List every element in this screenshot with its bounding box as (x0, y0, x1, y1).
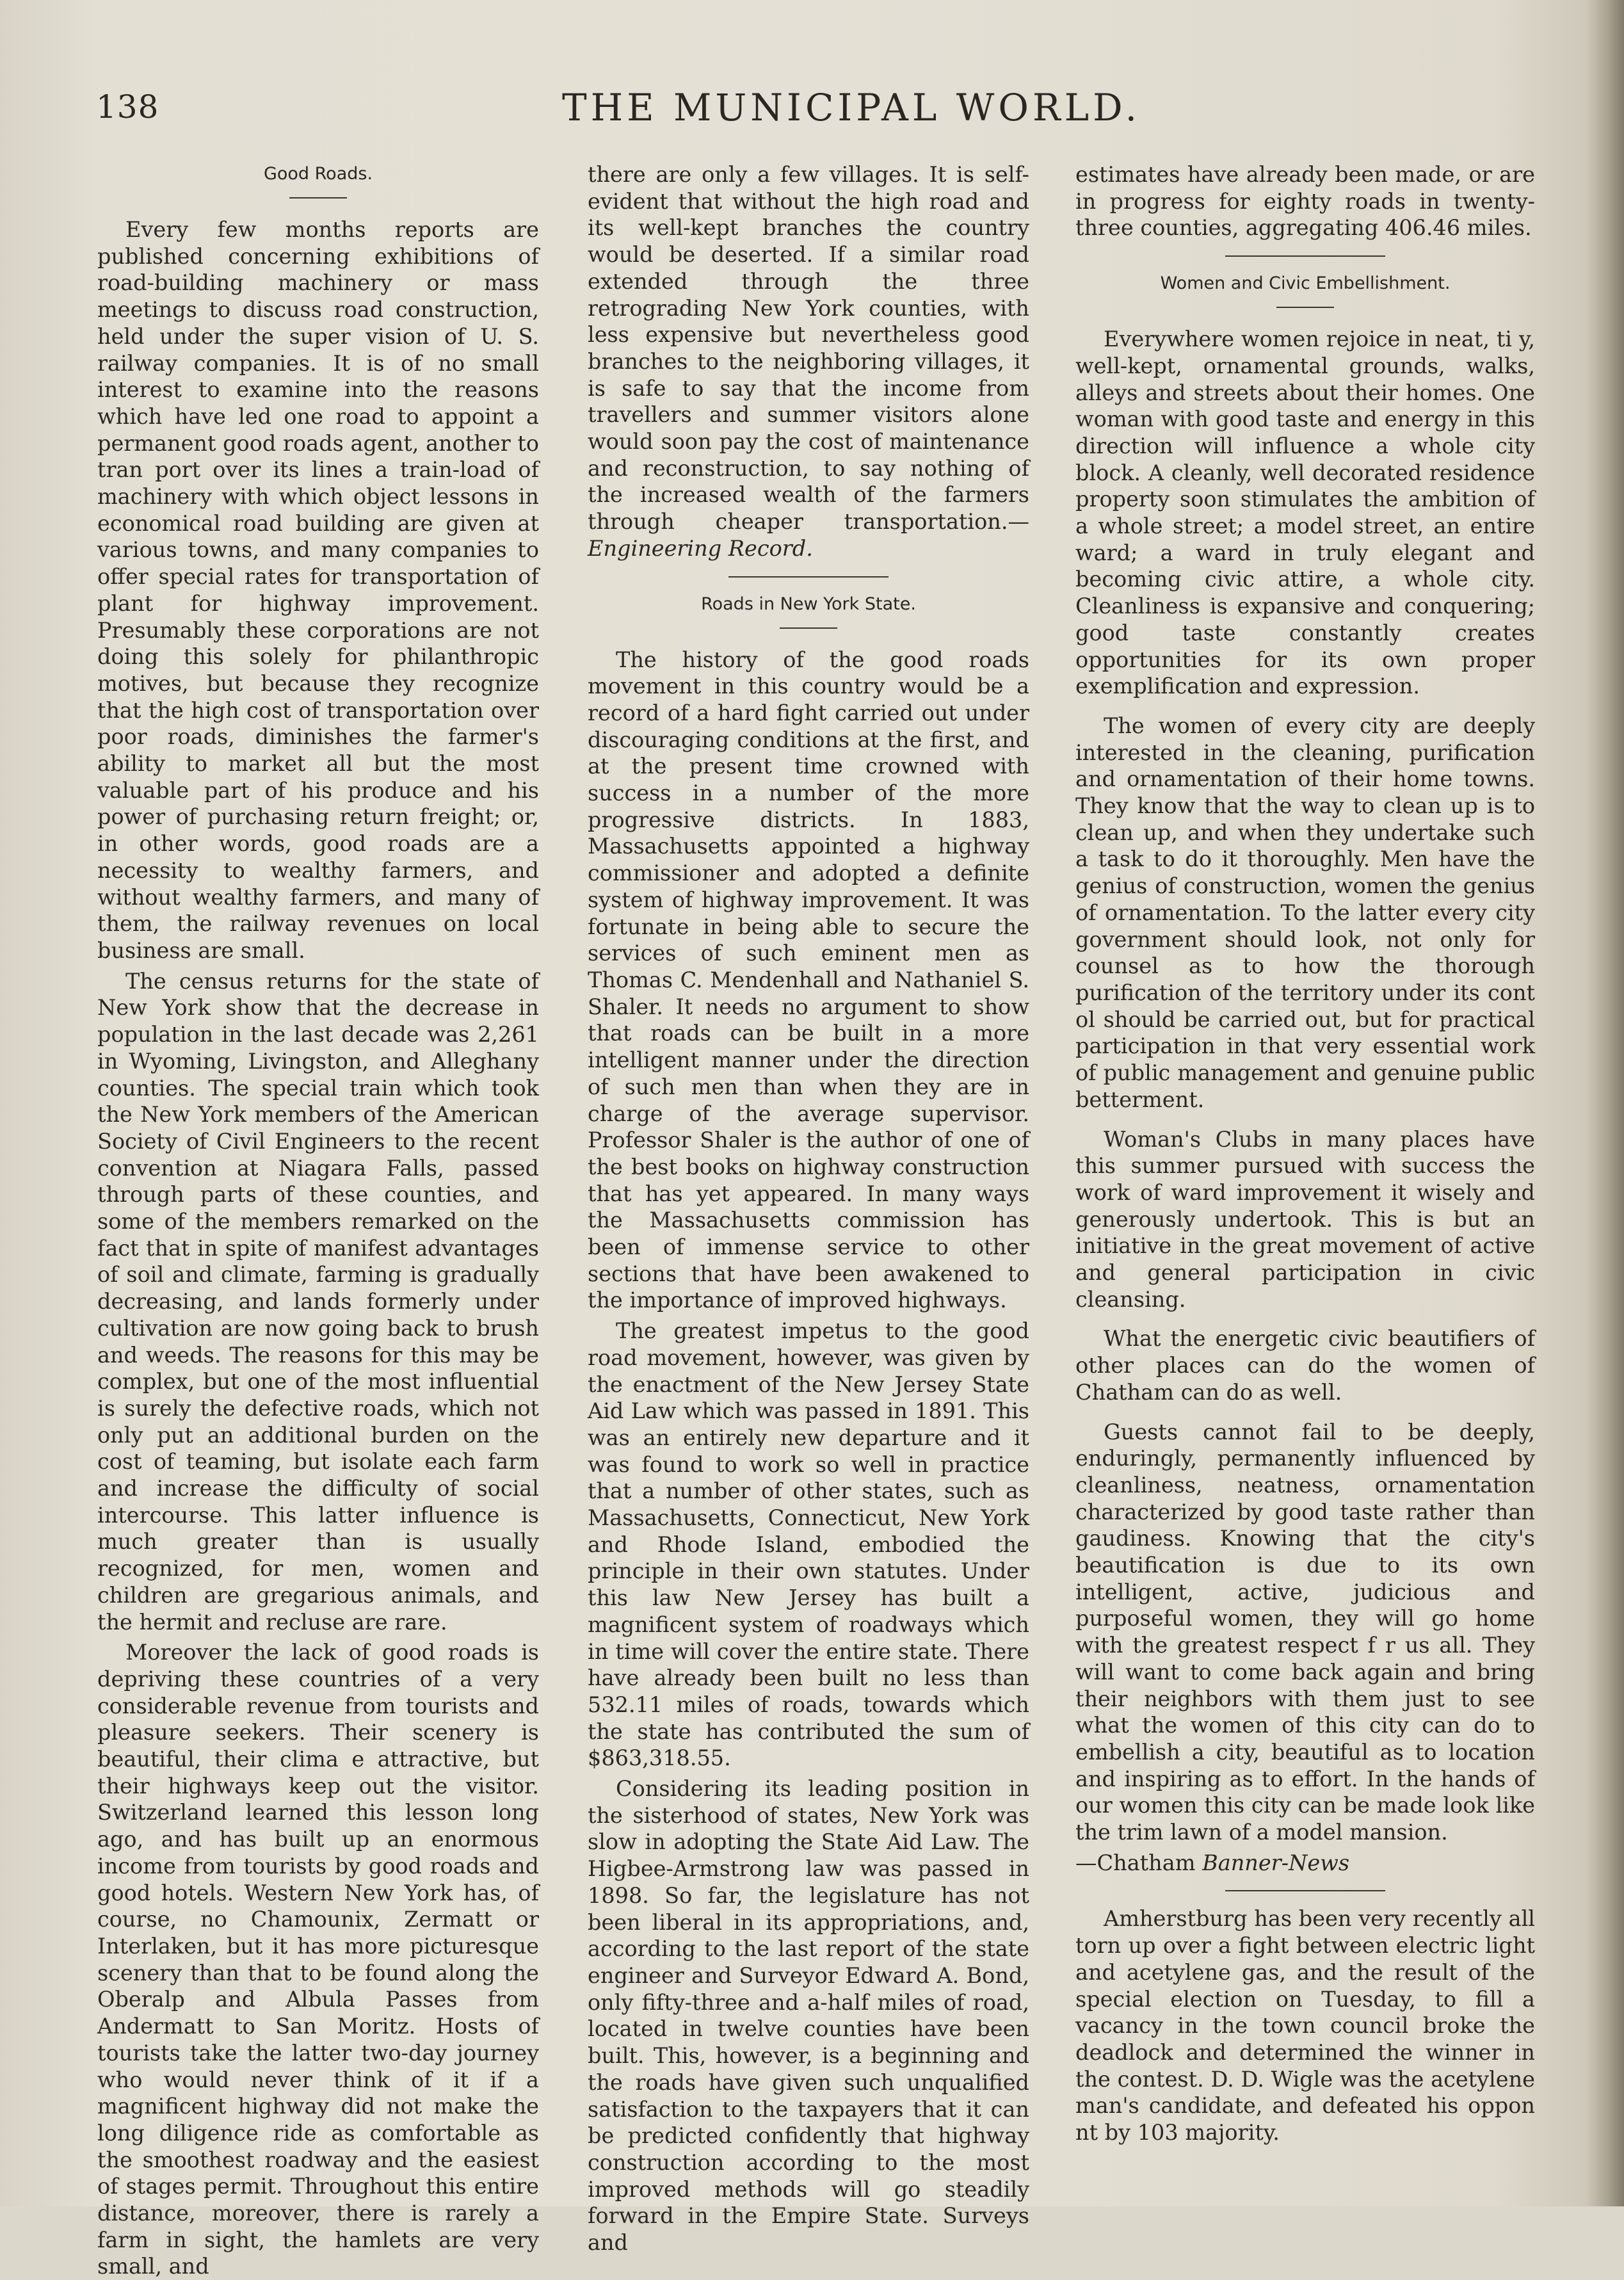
divider (1276, 307, 1334, 308)
column-1 (97, 161, 539, 2280)
heading-women-civic: Women and Civic Embellishment. (1160, 273, 1451, 294)
page-number: 138 (96, 88, 159, 125)
women-paragraph-2: The women of every city are deeply interested in the cleaning, purification and ornamentation of their home towns. They know that the way to clean up is to clean up, and when they undertake such a task to do it thoroughly. Men have the genius of construction, women the genius of ornamentation. To the latter every city government should look, not only for counsel as to how the thorough purification of the territory under its cont ol should be carried out, but for practical participation in that very essential work of public management and genuine public betterment. (1075, 713, 1535, 1112)
heading-good-roads: Good Roads. (263, 164, 373, 184)
heading-roads-new-york: Roads in New York State. (701, 594, 916, 614)
ny-paragraph-3-continued: estimates have already been made, or are in progress for eighty roads in twenty-three counties, aggregating 406.46 miles. (1075, 162, 1535, 241)
page-edge-shadow (1586, 0, 1624, 2206)
good-roads-paragraph-3-continued: there are only a few villages. It is self-evident that without the high road and its well-kept branches the country would be deserted. If a similar road extended through the three retrograding New York counties, with less expensive but nevertheless good branches to the neighboring villages, it is safe to say that the income from travellers and summer visitors alone would soon pay the cost of maintenance and reconstruction, to say nothing of the increased wealth of the farmers through cheaper transportation.—Engineering Record. (588, 162, 1029, 561)
amherstburg-paragraph: Amherstburg has been very recently all torn up over a fight between electric light and acetylene gas, and the result of the special election on Tuesday, to fill a vacancy in the town council broke the deadlock and determined the winner in the contest. D. D. Wigle was the acetylene man's candidate, and defeated his oppon nt by 103 majority. (1075, 1906, 1535, 2146)
column-2 (588, 161, 1029, 2256)
divider (289, 197, 347, 198)
divider (1225, 1890, 1385, 1891)
women-paragraph-3: Woman's Clubs in many places have this summer pursued with success the work of ward improvement it wisely and generously undertook. This is but an initiative in the great movement of active and general participation in civic cleansing. (1075, 1126, 1535, 1312)
divider (780, 627, 837, 629)
good-roads-paragraph-2: The census returns for the state of New York show that the decrease in population in the last decade was 2,261 in Wyoming, Livingston, and Alleghany counties. The special train which took the New York members of the American Society of Civil Engineers to the recent convention at Niagara Falls, passed through parts of these counties, and some of the members remarked on the fact that in spite of manifest advantages of soil and climate, farming is gradually decreasing, and lands formerly under cultivation are now going back to brush and weeds. The reasons for this may be complex, but one of the most influential is surely the defective roads, which not only put an additional burden on the cost of teaming, but isolate each farm and increase the difficulty of social intercourse. This latter influence is much greater than is usually recognized, for men, women and children are gregarious animals, and the hermit and recluse are rare. (97, 968, 539, 1635)
women-paragraph-1: Everywhere women rejoice in neat, ti y, well-kept, ornamental grounds, walks, alleys and streets about their homes. One woman with good taste and energy in this direction will influence a whole city block. A cleanly, well decorated residence property soon stimulates the ambition of a whole street; a model street, an entire ward; a ward in truly elegant and becoming civic attire, a whole city. Cleanliness is expansive and conquering; good taste constantly creates opportunities for its own proper exemplification and expression. (1075, 327, 1535, 699)
women-paragraph-5: Guests cannot fail to be deeply, enduringly, permanently influenced by cleanliness, neatness, ornamentation characterized by good taste rather than gaudiness. Knowing that the city's beautification is due to its own intelligent, active, judicious and purposeful women, they will go home with the greatest respect f r us all. They will want to come back again and bring their neighbors with them just to see what the women of this city can do to embellish a city, beautiful as to location and inspiring as to effort. In the hands of our women this city can be made look like the trim lawn of a model mansion. (1075, 1419, 1535, 1845)
credit-banner-news: Banner-News (1202, 1850, 1350, 1875)
good-roads-paragraph-3-part: Moreover the lack of good roads is depriving these countries of a very considerable revenue from tourists and pleasure seekers. Their scenery is beautiful, their clima e attractive, but their highways keep out the visitor. Switzerland learned this lesson long ago, and has built up an enormous income from tourists by good roads and good hotels. Western New York has, of course, no Chamounix, Zermatt or Interlaken, but it has more picturesque scenery than that to be found along the Oberalp and Albula Passes from Andermatt to San Moritz. Hosts of tourists take the latter two-day journey who would never think of it if a magnificent highway did not make the long diligence ride as comfortable as the smoothest roadway and the easiest of stages permit. Throughout this entire distance, moreover, there is rarely a farm in sight, the hamlets are very small, and (97, 1640, 539, 2279)
column-3 (1075, 161, 1535, 2146)
ny-paragraph-3-part: Considering its leading position in the sisterhood of states, New York was slow in adopting the State Aid Law. The Higbee-Armstrong law was passed in 1898. So far, the legislature has not been liberal in its appropriations, and, according to the last report of the state engineer and Surveyor Edward A. Bond, only fifty-three and a-half miles of road, located in twelve counties have been built. This, however, is a beginning and the roads have given such unqualified satisfaction to the taxpayers that it can be predicted confidently that highway construction according to the most improved methods will go steadily forward in the Empire State. Surveys and (588, 1776, 1029, 2256)
credit-prefix: —Chatham (1075, 1850, 1203, 1875)
attribution-engineering-record: Engineering Record. (588, 535, 813, 561)
divider (1225, 255, 1385, 257)
good-roads-paragraph-1: Every few months reports are published concerning exhibitions of road-building machinery or mass meetings to discuss road construction, held under the super vision of U. S. railway companies. It is of no small interest to examine into the reasons which have led one road to appoint a permanent good roads agent, another to tran port over its lines a train-load of machinery with which object lessons in economical road building are given at various towns, and many companies to offer special rates for transportation of plant for highway improvement. Presumably these corporations are not doing this solely for philanthropic motives, but because they recognize that the high cost of transportation over poor roads, diminishes the farmer's ability to market all but the most valuable part of his produce and his power of purchasing return freight; or, in other words, good roads are a necessity to wealthy farmers, and without wealthy farmers, and many of them, the railway revenues on local business are small. (97, 217, 539, 963)
divider (728, 576, 888, 578)
women-paragraph-4: What the energetic civic beautifiers of other places can do the women of Chatham can do as well. (1075, 1326, 1535, 1405)
ny-paragraph-1: The history of the good roads movement in this country would be a record of a hard fight carried out under discouraging conditions at the first, and at the present time crowned with success in a number of the more progressive districts. In 1883, Massachusetts appointed a highway commissioner and adopted a definite system of highway improvement. It was fortunate in being able to secure the services of such eminent men as Thomas C. Mendenhall and Nathaniel S. Shaler. It needs no argument to show that roads can be built in a more intelligent manner under the direction of such men than when they are in charge of the average supervisor. Professor Shaler is the author of one of the best books on highway construction that has yet appeared. In many ways the Massachusetts commission has been of immense service to other sections that have been awakened to the importance of improved highways. (588, 647, 1029, 1313)
women-credit (1075, 1850, 1535, 1877)
ny-paragraph-2: The greatest impetus to the good road movement, however, was given by the enactment of the New Jersey State Aid Law which was passed in 1891. This was an entirely new departure and it was found to work so well in practice that a number of other states, such as Massachusetts, Connecticut, New York and Rhode Island, embodied the principle in their own statutes. Under this law New Jersey has built a magnificent system of roadways which in time will cover the entire state. There have already been built no less than 532.11 miles of roads, towards which the state has contributed the sum of $863,318.55. (588, 1318, 1029, 1771)
masthead-title: THE MUNICIPAL WORLD. (561, 86, 1141, 129)
